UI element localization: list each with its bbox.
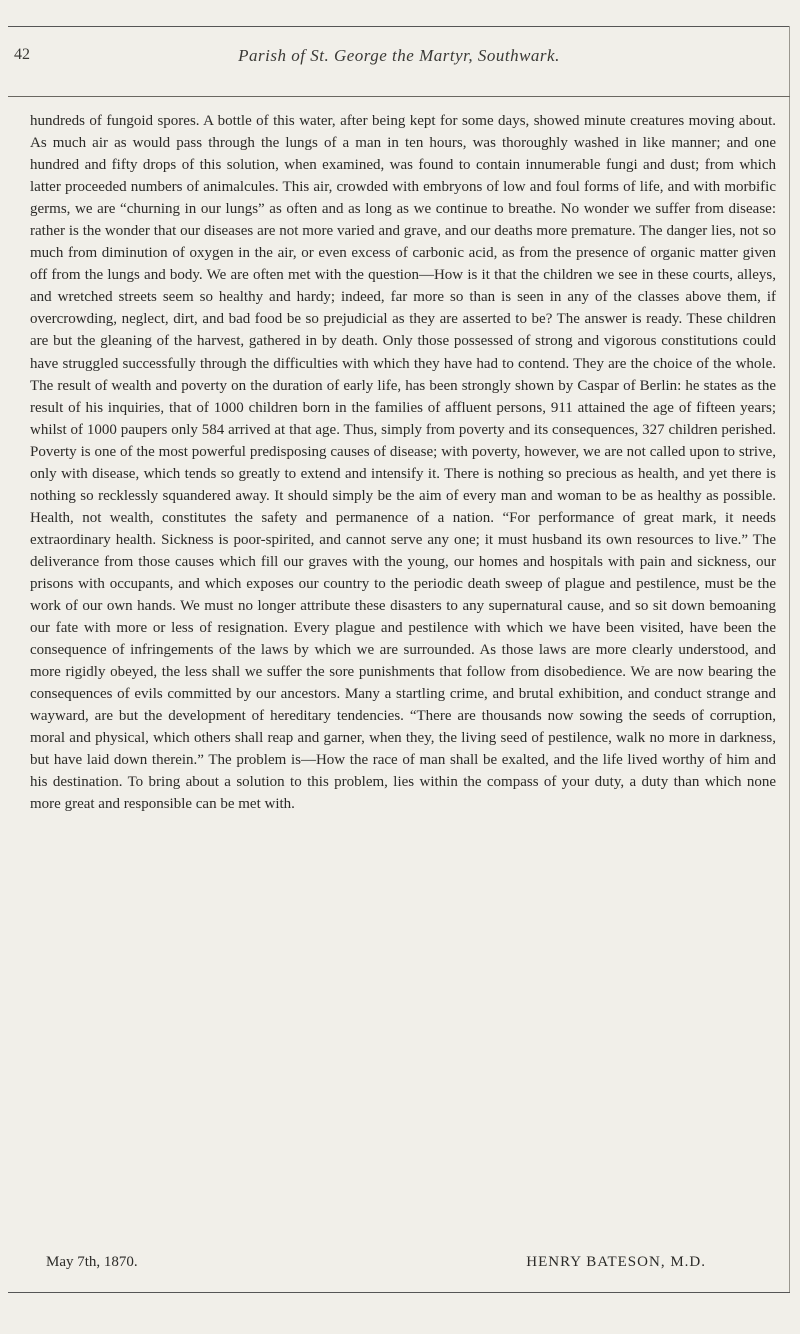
document-page xyxy=(8,26,790,1316)
running-title: Parish of St. George the Martyr, Southwark. xyxy=(238,46,560,65)
header-rule xyxy=(8,96,790,97)
right-margin-rule xyxy=(789,26,790,1292)
top-border-rule xyxy=(8,26,790,27)
signoff-date: May 7th, 1870. xyxy=(46,1254,138,1270)
body-paragraph-text: hundreds of fungoid spores. A bottle of this water, after being kept for some days, showed minute creatures moving about. As much air as would pass through the lungs of a man in ten hours, was thoroughly washed in like manner; and one hundred and fifty drops of this solution, when examined, was found to contain innumerable fungi and dust; from which latter proceeded numbers of animalcules. This air, crowded with embryons of low and foul forms of life, and with morbific germs, we are “churning in our lungs” as often and as long as we continue to breathe. No wonder we suffer from disease: rather is the wonder that our diseases are not more varied and grave, and our deaths more premature. The danger lies, not so much from diminution of oxygen in the air, or even excess of carbonic acid, as from the presence of organic matter given off from the lungs and body. We are often met with the question—How is it that the children we see in these courts, alleys, and wretched streets seem so healthy and hardy; indeed, far more so than is seen in any of the classes above them, if overcrowding, neglect, dirt, and bad food be so prejudicial as they are asserted to be? The answer is ready. These children are but the gleaning of the harvest, gathered in by death. Only those possessed of strong and vigorous constitutions could have struggled successfully through the difficulties with which they have had to contend. They are the choice of the whole. The result of wealth and poverty on the duration of early life, has been strongly shown by Caspar of Berlin: he states as the result of his inquiries, that of 1000 children born in the families of affluent persons, 911 attained the age of fifteen years; whilst of 1000 paupers only 584 arrived at that age. Thus, simply from poverty and its consequences, 327 children perished. Poverty is one of the most powerful predisposing causes of disease; with poverty, however, we are not called upon to strive, only with disease, which tends so greatly to extend and intensify it. There is nothing so precious as health, and yet there is nothing so recklessly squandered away. It should simply be the aim of every man and woman to be as healthy as possible. Health, not wealth, constitutes the safety and permanence of a nation. “For performance of great mark, it needs extraordinary health. Sickness is poor-spirited, and cannot serve any one; it must husband its own resources to live.” The deliverance from those causes which fill our graves with the young, our homes and hospitals with pain and sickness, our prisons with occupants, and which exposes our country to the periodic death sweep of plague and pestilence, must be the work of our own hands. We must no longer attribute these disasters to any supernatural cause, and so sit down bemoaning our fate with more or less of resignation. Every plague and pestilence with which we have been visited, have been the consequence of infringements of the laws by which we are surrounded. As those laws are more clearly understood, and more rigidly obeyed, the less shall we suffer the sore punishments that follow from disobedience. We are now bearing the consequences of evils committed by our ancestors. Many a startling crime, and brutal exhibition, and conduct strange and wayward, are but the development of hereditary tendencies. “There are thousands now sowing the seeds of corruption, moral and physical, which others shall reap and garner, when they, the living seed of pestilence, walk no more in darkness, but have laid down therein.” The problem is—How the race of man shall be exalted, and the life lived worthy of him and his destination. To bring about a solution to this problem, lies within the compass of your duty, a duty than which none more great and responsible can be met with. xyxy=(30,113,776,813)
signoff-author: HENRY BATESON, M.D. xyxy=(526,1254,706,1270)
page-number: 42 xyxy=(14,46,30,63)
bottom-border-rule xyxy=(8,1292,790,1293)
signoff xyxy=(30,1254,776,1278)
body-paragraph xyxy=(30,110,776,816)
page-header xyxy=(8,46,790,76)
